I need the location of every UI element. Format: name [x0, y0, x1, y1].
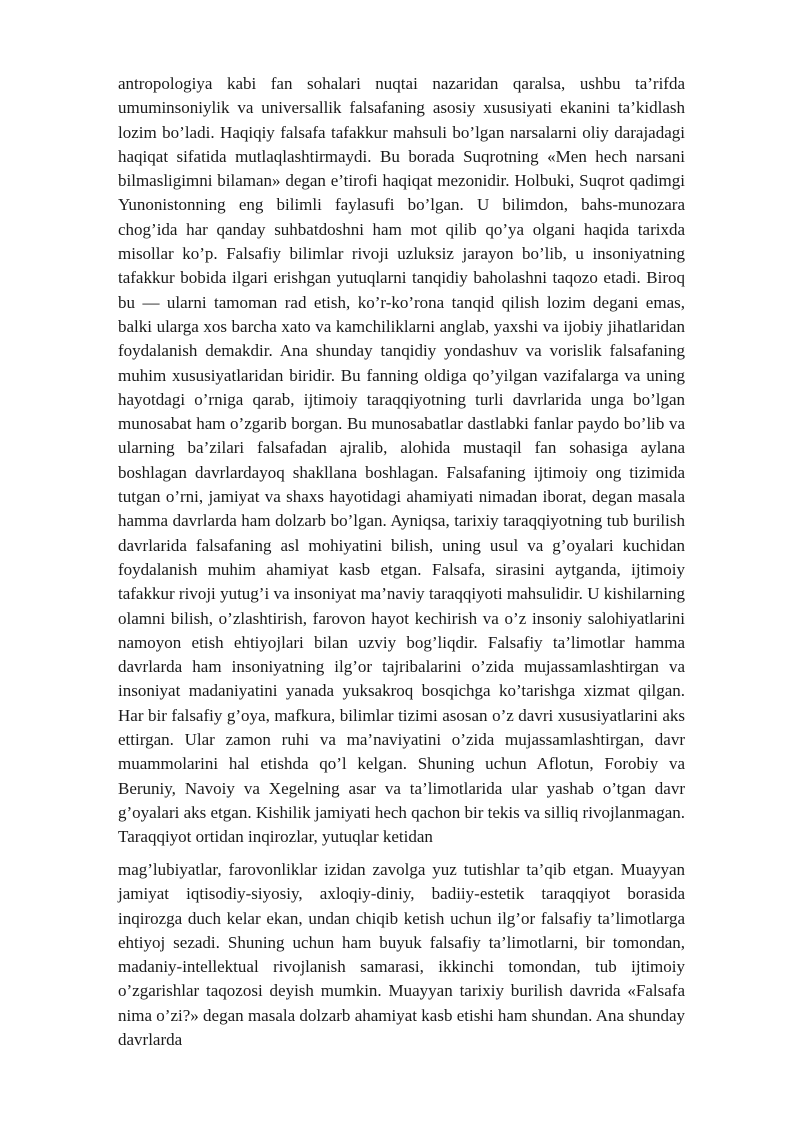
body-paragraph-2: mag’lubiyatlar, farovonliklar izidan zavolga yuz tutishlar ta’qib etgan. Muayyan jamiyat iqtisodiy-siyosiy, axloqiy-diniy, badiiy-estetik taraqqiyot borasida inqirozga duch kelar ekan, undan chiqib ketish uchun ilg’or falsafiy ta’limotlarga ehtiyoj sezadi. Shuning uchun ham buyuk falsafiy ta’limotlarni, bir tomondan, madaniy-intellektual rivojlanish samarasi, ikkinchi tomondan, tub ijtimoiy o’zgarishlar taqozosi deyish mumkin. Muayyan tarixiy burilish davrida «Falsafa nima o’zi?» degan masala dolzarb ahamiyat kasb etishi ham shundan. Ana shunday davrlarda	[118, 860, 685, 1050]
body-paragraph-1: antropologiya kabi fan sohalari nuqtai nazaridan qaralsa, ushbu ta’rifda umuminsoniylik va universallik falsafaning asosiy xususiyati ekanini ta’kidlash lozim bo’ladi. Haqiqiy falsafa tafakkur mahsuli bo’lgan narsalarni oliy darajadagi haqiqat sifatida mutlaqlashtirmaydi. Bu borada Suqrotning «Men hech narsani bilmasligimni bilaman» degan e’tirofi haqiqat mezonidir. Holbuki, Suqrot qadimgi Yunonistonning eng bilimli faylasufi bo’lgan. U bilimdon, bahs-munozara chog’ida har qanday suhbatdoshni ham mot qilib qo’ya olgani haqida tarixda misollar ko’p. Falsafiy bilimlar rivoji uzluksiz jarayon bo’lib, u insoniyatning tafakkur bobida ilgari erishgan yutuqlarni tanqidiy baholashni taqozo etadi. Biroq bu — ularni tamoman rad etish, ko’r-ko’rona tanqid qilish lozim degani emas, balki ularga xos barcha xato va kamchiliklarni anglab, yaxshi va ijobiy jihatlaridan foydalanish demakdir. Ana shunday tanqidiy yondashuv va vorislik falsafaning muhim xususiyatlaridan biridir. Bu fanning oldiga qo’yilgan vazifalarga va uning hayotdagi o’rniga qarab, ijtimoiy taraqqiyotning turli davrlarida unga bo’lgan munosabat ham o’zgarib borgan. Bu munosabatlar dastlabki fanlar paydo bo’lib va ularning ba’zilari falsafadan ajralib, alohida mustaqil fan sohasiga aylana boshlagan davrlardayoq shakllana boshlagan. Falsafaning ijtimoiy ong tizimida tutgan o’rni, jamiyat va shaxs hayotidagi ahamiyati nimadan iborat, degan masala hamma davrlarda ham dolzarb bo’lgan. Ayniqsa, tarixiy taraqqiyotning tub burilish davrlarida falsafaning asl mohiyatini bilish, uning usul va g’oyalari kuchidan foydalanish muhim ahamiyat kasb etgan. Falsafa, sirasini aytganda, ijtimoiy tafakkur rivoji yutug’i va insoniyat ma’naviy taraqqiyoti mahsulidir. U kishilarning olamni bilish, o’zlashtirish, farovon hayot kechirish va o’z insoniy salohiyatlarini namoyon etish ehtiyojlari bilan uzviy bog’liqdir. Falsafiy ta’limotlar hamma davrlarda ham insoniyatning ilg’or tajribalarini o’zida mujassamlashtirgan va insoniyat madaniyatini yanada yuksakroq bosqichga ko’tarishga xizmat qilgan. Har bir falsafiy g’oya, mafkura, bilimlar tizimi asosan o’z davri xususiyatlarini aks ettirgan. Ular zamon ruhi va ma’naviyatini o’zida mujassamlashtirgan, davr muammolarini hal etishda qo’l kelgan. Shuning uchun Aflotun, Forobiy va Beruniy, Navoiy va Xegelning asar va ta’limotlarida ular yashab o’tgan davr g’oyalari aks etgan. Kishilik jamiyati hech qachon bir tekis va silliq rivojlanmagan. Taraqqiyot ortidan inqirozlar, yutuqlar ketidan	[118, 74, 685, 847]
